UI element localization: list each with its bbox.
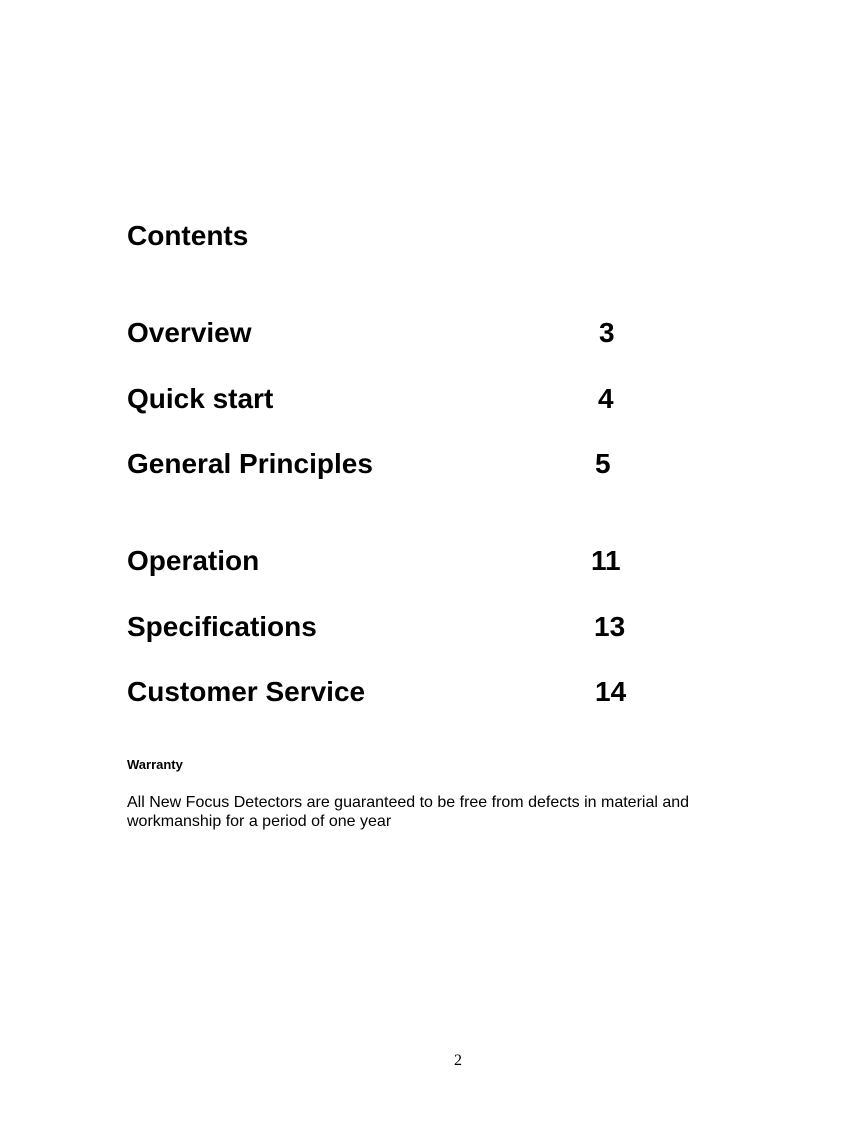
- toc-entry-page: 4: [598, 383, 614, 414]
- toc-entry-title: Quick start: [127, 383, 274, 414]
- toc-entry-title: General Principles: [127, 448, 373, 479]
- toc-entry-title: Operation: [127, 545, 260, 576]
- toc-entry-title: Specifications: [127, 611, 317, 642]
- toc-entry-title: Overview: [127, 317, 252, 348]
- toc-entry-title: Customer Service: [127, 676, 366, 707]
- toc-entry-page: 11: [591, 545, 621, 576]
- toc-entry-page: 3: [599, 317, 615, 348]
- toc-entry-page: 14: [595, 676, 627, 707]
- page-number: 2: [454, 1052, 462, 1069]
- toc-entry-page: 13: [594, 611, 626, 642]
- contents-heading: Contents: [127, 220, 249, 251]
- toc-entry-page: 5: [595, 448, 611, 479]
- warranty-heading: Warranty: [127, 757, 183, 772]
- warranty-text: All New Focus Detectors are guaranteed to be free from defects in material and workmanship for a period of one year: [127, 794, 690, 830]
